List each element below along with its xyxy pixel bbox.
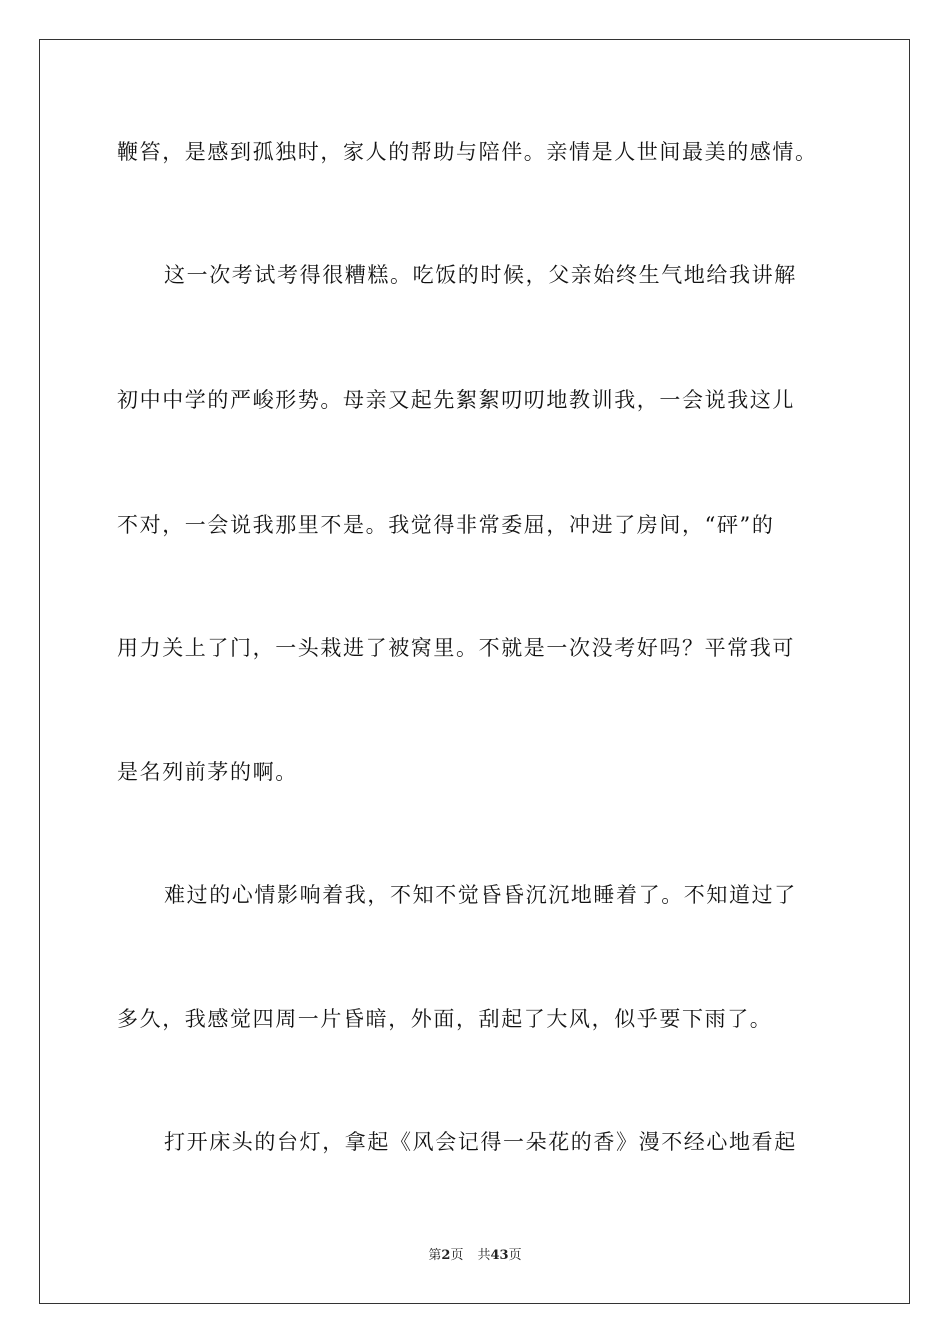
page-suffix: 页 — [450, 1248, 464, 1263]
total-suffix: 页 — [508, 1248, 522, 1263]
page-number: 2 — [441, 1248, 451, 1263]
text-line: 是名列前茅的啊。 — [117, 760, 298, 784]
text-line: 用力关上了门，一头栽进了被窝里。不就是一次没考好吗？平常我可 — [117, 636, 795, 660]
text-line: 初中中学的严峻形势。母亲又起先絮絮叨叨地教训我，一会说我这儿 — [117, 388, 795, 412]
text-line: 不对，一会说我那里不是。我觉得非常委屈，冲进了房间，“砰”的 — [117, 513, 775, 537]
paragraph-start-line: 打开床头的台灯，拿起《风会记得一朵花的香》漫不经心地看起 — [164, 1130, 797, 1154]
text-line: 鞭笞，是感到孤独时，家人的帮助与陪伴。亲情是人世间最美的感情。 — [117, 140, 818, 164]
total-prefix: 共 — [477, 1248, 491, 1263]
page-border — [39, 39, 910, 1304]
paragraph-start-line: 这一次考试考得很糟糕。吃饭的时候，父亲始终生气地给我讲解 — [164, 263, 797, 287]
page-prefix: 第 — [428, 1248, 442, 1263]
text-line: 多久，我感觉四周一片昏暗，外面，刮起了大风，似乎要下雨了。 — [117, 1007, 773, 1031]
paragraph-start-line: 难过的心情影响着我，不知不觉昏昏沉沉地睡着了。不知道过了 — [164, 883, 797, 907]
total-pages: 43 — [490, 1248, 509, 1263]
page-footer — [0, 1247, 950, 1265]
